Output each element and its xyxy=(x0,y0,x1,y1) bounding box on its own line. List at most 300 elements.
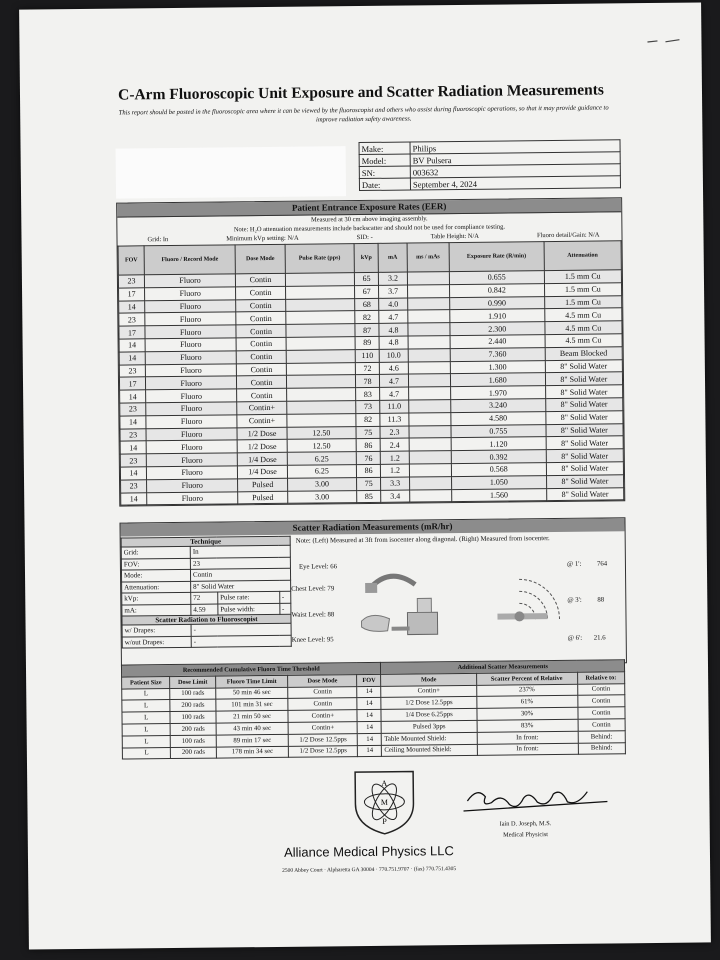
eer-cell: 86 xyxy=(356,439,381,452)
additional-column-header: Relative to: xyxy=(577,672,625,684)
eer-cell xyxy=(408,425,450,438)
eer-column-header: ms / mAs xyxy=(407,243,450,272)
additional-cell: 83% xyxy=(477,719,578,732)
eer-cell: 72 xyxy=(355,362,380,375)
eer-cell: Fluoro xyxy=(146,440,237,454)
at-6ft-label: @ 6': xyxy=(567,634,583,642)
threshold-cell: Contin xyxy=(288,686,357,699)
eer-cell: 17 xyxy=(119,377,145,390)
eer-cell xyxy=(408,348,450,361)
additional-column-header: Scatter Percent of Relative xyxy=(476,672,577,685)
additional-cell: 61% xyxy=(476,696,577,709)
eer-sid: SID: - xyxy=(356,233,373,242)
to-fluoroscopist-label: Scatter Radiation to Fluoroscopist xyxy=(122,614,291,625)
attenuation-label: Attenuation: xyxy=(122,581,191,593)
eer-cell: 3.3 xyxy=(381,477,409,490)
eer-cell: 8" Solid Water xyxy=(546,449,623,463)
eer-cell: Contin xyxy=(236,325,286,338)
eer-cell: 4.8 xyxy=(379,323,407,336)
eer-cell: Contin+ xyxy=(237,401,287,414)
report-title: C-Arm Fluoroscopic Unit Exposure and Scatter Radiation Measurements xyxy=(118,81,604,104)
pulse-rate-label: Pulse rate: xyxy=(217,591,279,603)
chest-level: Chest Level: 79 xyxy=(291,585,335,593)
eer-cell: 12.50 xyxy=(287,439,356,453)
additional-cell: 237% xyxy=(476,684,577,697)
fov-label: FOV: xyxy=(121,558,190,570)
eer-cell: 7.360 xyxy=(450,347,545,361)
eer-cell: 1.970 xyxy=(450,386,545,400)
threshold-cell: 21 min 50 sec xyxy=(216,711,289,724)
eer-column-header: Fluoro / Record Mode xyxy=(144,245,235,275)
eer-cell: 1.680 xyxy=(450,373,545,387)
logo-letter-p: P xyxy=(382,816,387,826)
fov-value: 23 xyxy=(190,557,290,570)
eer-cell: 85 xyxy=(356,490,381,503)
eer-cell: Contin+ xyxy=(237,414,287,427)
eer-column-header: Exposure Rate (R/min) xyxy=(449,242,544,272)
isocenter-diagram-icon xyxy=(489,571,570,632)
eer-cell: Fluoro xyxy=(146,453,237,467)
threshold-cell: L xyxy=(122,747,170,759)
eer-cell: Fluoro xyxy=(145,325,236,339)
eer-cell: Fluoro xyxy=(147,479,238,493)
at-1ft-value: 764 xyxy=(596,560,608,568)
eer-cell: Fluoro xyxy=(145,312,236,326)
threshold-cell: 14 xyxy=(357,710,381,722)
make-value: Philips xyxy=(410,140,620,154)
eer-column-header: FOV xyxy=(118,246,144,275)
pulse-width-value: - xyxy=(279,603,291,615)
eer-cell: 8" Solid Water xyxy=(546,423,623,437)
grid-label: Grid: xyxy=(121,546,190,558)
eer-cell: 86 xyxy=(356,464,381,477)
eer-cell: 0.755 xyxy=(451,424,546,438)
eer-cell: 4.7 xyxy=(380,374,408,387)
threshold-cell: L xyxy=(122,724,170,736)
scatter-header: Scatter Radiation Measurements (mR/hr) xyxy=(120,518,624,536)
eer-cell: 4.0 xyxy=(379,298,407,311)
threshold-cell: 100 rads xyxy=(170,688,216,700)
waist-level: Waist Level: 88 xyxy=(291,611,335,619)
eer-column-header: Pulse Rate (pps) xyxy=(285,244,354,274)
eer-cell: 23 xyxy=(119,364,145,377)
threshold-header: Recommended Cumulative Fluoro Time Threshold xyxy=(121,662,381,677)
additional-cell: Contin+ xyxy=(381,685,476,698)
eer-cell: Fluoro xyxy=(146,466,237,480)
threshold-cell: 14 xyxy=(358,745,382,757)
threshold-column-header: Dose Limit xyxy=(170,676,216,688)
eer-cell xyxy=(408,387,450,400)
eer-cell xyxy=(286,311,355,325)
eer-cell: 3.00 xyxy=(288,490,357,504)
eer-cell: Contin xyxy=(236,312,286,325)
eer-cell: 83 xyxy=(355,388,380,401)
eer-cell: 6.25 xyxy=(287,465,356,479)
eer-note-2: Note: H₂O attenuation measurements include backscatter and should not be used for compliance testing. xyxy=(233,223,506,234)
eer-cell: Contin xyxy=(236,299,286,312)
unit-info-table xyxy=(359,139,621,191)
footer xyxy=(28,840,710,876)
pulse-rate-value: - xyxy=(279,591,291,603)
eer-cell xyxy=(286,298,355,312)
eer-cell xyxy=(285,273,354,287)
model-label: Model: xyxy=(359,154,410,167)
eer-cell: 23 xyxy=(118,275,144,288)
additional-cell: Contin xyxy=(578,707,626,719)
threshold-column-header: Fluoro Time Limit xyxy=(215,675,288,688)
eer-cell xyxy=(286,388,355,402)
eer-cell: 4.7 xyxy=(380,387,408,400)
additional-cell: 30% xyxy=(477,707,578,720)
eer-grid: Grid: In xyxy=(147,236,169,244)
sn-value: 003632 xyxy=(410,164,620,178)
eer-cell: 75 xyxy=(356,426,381,439)
eer-fluoro-detail: Fluoro detail/Gain: N/A xyxy=(536,231,600,240)
eer-cell: 14 xyxy=(119,300,145,313)
eer-cell: 23 xyxy=(119,313,145,326)
wo-drapes-value: - xyxy=(191,635,291,648)
eer-cell: Contin xyxy=(236,286,286,299)
eer-cell: 14 xyxy=(120,441,146,454)
threshold-cell: 50 min 46 sec xyxy=(216,687,289,700)
eer-cell: 2.3 xyxy=(380,426,408,439)
eer-cell: 73 xyxy=(356,400,381,413)
signer-name: Iain D. Joseph, M.S. xyxy=(499,820,552,828)
eer-note-1: Measured at 30 cm above imaging assembly. xyxy=(310,215,428,224)
threshold-column-header: Patient Size xyxy=(122,676,170,688)
eer-cell: 89 xyxy=(355,336,380,349)
eer-cell: Fluoro xyxy=(146,402,237,416)
at-3ft-value: 88 xyxy=(597,596,605,604)
eer-cell xyxy=(408,412,450,425)
eer-cell xyxy=(286,349,355,363)
eer-cell xyxy=(408,374,450,387)
grid-value: In xyxy=(190,545,290,558)
threshold-cell: 14 xyxy=(357,721,381,733)
eye-level: Eye Level: 66 xyxy=(298,563,338,571)
eer-cell xyxy=(409,451,451,464)
eer-cell: 4.5 mm Cu xyxy=(544,308,621,322)
report-subtitle: This report should be posted in the fluoroscopic area where it can be viewed by the fluoroscopist and others who assist during fluoroscopic operations, so that it may provide guidance to improve radiation safety awareness. xyxy=(118,104,609,124)
eer-column-header: Attenuation xyxy=(544,241,622,271)
at-3ft-label: @ 3': xyxy=(567,596,582,604)
kvp-label: kVp: xyxy=(122,592,191,604)
threshold-cell: Contin+ xyxy=(288,722,357,735)
eer-cell: 14 xyxy=(120,416,146,429)
eer-cell: 2.440 xyxy=(450,335,545,349)
make-label: Make: xyxy=(359,142,410,155)
model-value: BV Pulsera xyxy=(410,152,620,166)
eer-cell: Fluoro xyxy=(145,287,236,301)
eer-cell: 1.2 xyxy=(381,464,409,477)
eer-cell: 3.7 xyxy=(379,285,407,298)
eer-cell: Fluoro xyxy=(147,491,238,505)
technique-label: Technique xyxy=(121,536,290,547)
eer-cell: 6.25 xyxy=(287,452,356,466)
threshold-cell: 14 xyxy=(357,686,381,698)
signer-title: Medical Physicist xyxy=(503,831,549,839)
technique-table xyxy=(121,536,292,649)
eer-cell: 1/2 Dose xyxy=(237,427,287,440)
eer-cell: Contin xyxy=(236,273,286,286)
eer-cell: 82 xyxy=(356,413,381,426)
attenuation-value: 8" Solid Water xyxy=(191,580,291,593)
eer-cell: 0.655 xyxy=(449,271,544,285)
eer-cell: 1.910 xyxy=(450,309,545,323)
eer-cell: 3.00 xyxy=(287,477,356,491)
eer-cell xyxy=(409,476,451,489)
pulse-width-label: Pulse width: xyxy=(218,603,280,615)
logo-letter-a: A xyxy=(381,778,388,788)
eer-cell: 4.8 xyxy=(380,336,408,349)
additional-column-header: Mode xyxy=(381,673,476,686)
eer-cell xyxy=(408,400,450,413)
threshold-cell: 43 min 40 sec xyxy=(216,722,289,735)
eer-cell: 4.7 xyxy=(379,310,407,323)
logo-letter-m: M xyxy=(380,797,389,807)
eer-cell: Fluoro xyxy=(146,376,237,390)
eer-min-kvp: Minimum kVp setting: N/A xyxy=(226,234,299,243)
ma-value: 4.59 xyxy=(191,604,218,616)
eer-cell: 8" Solid Water xyxy=(546,487,623,501)
eer-cell: 14 xyxy=(120,467,146,480)
eer-cell: Fluoro xyxy=(146,415,237,429)
eer-cell: 23 xyxy=(120,428,146,441)
eer-cell: 110 xyxy=(355,349,380,362)
eer-table-height: Table Height: N/A xyxy=(430,232,480,241)
eer-cell: 11.0 xyxy=(380,400,408,413)
threshold-cell: 101 min 31 sec xyxy=(216,699,289,712)
eer-cell: 14 xyxy=(119,352,145,365)
ma-label: mA: xyxy=(122,604,191,616)
eer-cell: 1.560 xyxy=(451,488,546,502)
eer-cell: 0.568 xyxy=(451,463,546,477)
threshold-cell: 14 xyxy=(358,733,382,745)
eer-cell: 0.392 xyxy=(451,450,546,464)
eer-cell: 10.0 xyxy=(380,349,408,362)
eer-cell: Pulsed xyxy=(238,491,288,504)
eer-cell: 14 xyxy=(120,390,146,403)
eer-cell: Beam Blocked xyxy=(545,347,622,361)
eer-cell: 1/2 Dose xyxy=(237,440,287,453)
amp-logo xyxy=(353,769,416,836)
additional-header: Additional Scatter Measurements xyxy=(381,660,625,674)
eer-cell: 12.50 xyxy=(287,426,356,440)
eer-cell xyxy=(286,362,355,376)
eer-cell: Fluoro xyxy=(145,351,236,365)
eer-cell xyxy=(286,337,355,351)
eer-cell: 1.300 xyxy=(450,360,545,374)
at-6ft-value: 21.6 xyxy=(593,634,606,642)
threshold-cell: Contin+ xyxy=(288,710,357,723)
eer-cell: 8" Solid Water xyxy=(545,398,622,412)
threshold-column-header: Dose Mode xyxy=(288,674,357,687)
scatter-note: Note: (Left) Measured at 3ft from isocenter along diagonal. (Right) Measured from isocenter. xyxy=(295,535,550,545)
sn-label: SN: xyxy=(359,166,410,179)
eer-cell: 75 xyxy=(356,477,381,490)
eer-cell: 4.6 xyxy=(380,362,408,375)
additional-cell: Pulsed 3pps xyxy=(382,720,477,733)
c-arm-illustration-icon xyxy=(351,568,442,645)
eer-cell: 23 xyxy=(120,454,146,467)
eer-cell: 1.2 xyxy=(381,451,409,464)
eer-cell: 3.240 xyxy=(451,399,546,413)
eer-cell xyxy=(287,401,356,415)
eer-cell xyxy=(409,464,451,477)
eer-cell xyxy=(408,336,450,349)
scatter-section xyxy=(119,517,627,668)
eer-cell: Pulsed xyxy=(238,478,288,491)
threshold-cell: 178 min 34 sec xyxy=(216,746,289,759)
additional-cell: Contin xyxy=(578,719,626,731)
w-drapes-value: - xyxy=(191,623,291,636)
eer-cell: 23 xyxy=(120,403,146,416)
eer-cell: 1/4 Dose xyxy=(237,452,287,465)
eer-cell: Fluoro xyxy=(145,299,236,313)
kvp-value: 72 xyxy=(191,592,218,604)
date-value: September 4, 2024 xyxy=(410,176,620,190)
eer-cell: 65 xyxy=(354,272,379,285)
eer-cell xyxy=(286,375,355,389)
threshold-cell: 1/2 Dose 12.5pps xyxy=(289,733,358,746)
eer-cell: 4.5 mm Cu xyxy=(545,321,622,335)
threshold-cell: L xyxy=(122,712,170,724)
at-1ft-label: @ 1': xyxy=(566,560,582,568)
wo-drapes-label: w/out Drapes: xyxy=(122,636,191,648)
report-sheet xyxy=(19,2,711,949)
threshold-and-additional-table xyxy=(121,659,626,760)
eer-cell: 23 xyxy=(121,480,147,493)
threshold-cell: 100 rads xyxy=(170,711,216,723)
eer-cell: 14 xyxy=(121,492,147,505)
threshold-column-header: FOV xyxy=(357,674,381,686)
pen-mark-scribble xyxy=(645,37,685,45)
eer-cell: 82 xyxy=(355,311,380,324)
eer-cell: 8" Solid Water xyxy=(546,475,623,489)
eer-cell: 17 xyxy=(119,326,145,339)
eer-cell: 1.5 mm Cu xyxy=(544,283,621,297)
eer-cell: Fluoro xyxy=(146,427,237,441)
eer-column-header: kVp xyxy=(354,243,379,272)
eer-cell: 2.300 xyxy=(450,322,545,336)
eer-cell: 2.4 xyxy=(381,438,409,451)
threshold-cell: 14 xyxy=(357,698,381,710)
additional-cell: Table Mounted Shield: xyxy=(382,732,477,745)
redacted-facility-block xyxy=(116,146,347,198)
knee-level: Knee Level: 95 xyxy=(291,636,334,644)
eer-cell: 3.2 xyxy=(379,272,407,285)
threshold-cell: 89 min 17 sec xyxy=(216,734,289,747)
eer-cell xyxy=(409,438,451,451)
threshold-cell: L xyxy=(122,700,170,712)
additional-cell: Behind: xyxy=(578,731,626,743)
eer-cell: 11.3 xyxy=(380,413,408,426)
eer-cell: 87 xyxy=(355,324,380,337)
eer-cell: 8" Solid Water xyxy=(546,462,623,476)
eer-cell: Contin xyxy=(236,337,286,350)
eer-cell: 3.4 xyxy=(381,490,409,503)
threshold-cell: L xyxy=(122,688,170,700)
eer-cell: Contin xyxy=(237,388,287,401)
threshold-cell: 200 rads xyxy=(170,699,216,711)
eer-cell: Fluoro xyxy=(145,363,236,377)
eer-cell: 14 xyxy=(119,339,145,352)
eer-cell: 4.580 xyxy=(451,411,546,425)
mode-label: Mode: xyxy=(121,569,190,581)
eer-cell xyxy=(408,361,450,374)
eer-cell xyxy=(407,272,449,285)
eer-cell xyxy=(407,297,449,310)
signature xyxy=(457,781,617,819)
eer-cell: 1.120 xyxy=(451,437,546,451)
eer-cell xyxy=(286,324,355,338)
eer-cell: Fluoro xyxy=(146,389,237,403)
w-drapes-label: w/ Drapes: xyxy=(122,624,191,636)
eer-cell: 8" Solid Water xyxy=(546,436,623,450)
eer-cell: 0.842 xyxy=(449,283,544,297)
eer-cell xyxy=(287,413,356,427)
eer-cell: 8" Solid Water xyxy=(545,372,622,386)
threshold-cell: L xyxy=(122,735,170,747)
eer-cell: 67 xyxy=(354,285,379,298)
eer-cell: 8" Solid Water xyxy=(545,385,622,399)
eer-cell: 78 xyxy=(355,375,380,388)
eer-cell: 76 xyxy=(356,451,381,464)
eer-table xyxy=(118,240,625,506)
eer-cell: 4.5 mm Cu xyxy=(545,334,622,348)
additional-cell: In front: xyxy=(477,743,578,756)
eer-cell xyxy=(407,310,449,323)
eer-cell xyxy=(407,284,449,297)
threshold-cell: 100 rads xyxy=(171,735,217,747)
eer-cell: 68 xyxy=(354,298,379,311)
eer-cell: Contin xyxy=(237,363,287,376)
eer-cell: Contin xyxy=(237,376,287,389)
additional-cell: Behind: xyxy=(578,742,626,754)
eer-cell: 1.050 xyxy=(451,475,546,489)
threshold-cell: 200 rads xyxy=(170,723,216,735)
threshold-cell: 1/2 Dose 12.5pps xyxy=(289,745,358,758)
eer-header: Patient Entrance Exposure Rates (EER) xyxy=(117,198,621,217)
company-address: 2500 Abbey Court · Alpharetta GA 30004 · 770.751.9707 · (fax) 770.751.4305 xyxy=(282,866,457,874)
eer-cell: 17 xyxy=(119,288,145,301)
eer-cell xyxy=(409,489,451,502)
eer-column-header: Dose Mode xyxy=(235,244,285,274)
additional-cell: Contin xyxy=(577,695,625,707)
eer-cell: Fluoro xyxy=(144,274,235,288)
signer-block xyxy=(500,818,552,841)
company-name: Alliance Medical Physics LLC xyxy=(283,843,454,860)
eer-column-header: mA xyxy=(379,243,407,272)
eer-cell: 1/4 Dose xyxy=(238,465,288,478)
eer-cell: 1.5 mm Cu xyxy=(544,270,621,284)
additional-cell: 1/2 Dose 12.5pps xyxy=(381,697,476,710)
eer-cell: Fluoro xyxy=(145,338,236,352)
date-label: Date: xyxy=(359,178,410,191)
mode-value: Contin xyxy=(190,568,290,581)
additional-cell: Contin xyxy=(577,683,625,695)
additional-cell: In front: xyxy=(477,731,578,744)
eer-cell xyxy=(407,323,449,336)
eer-cell: 0.990 xyxy=(449,296,544,310)
additional-cell: Ceiling Mounted Shield: xyxy=(382,744,477,757)
threshold-cell: 200 rads xyxy=(171,747,217,759)
eer-section xyxy=(116,197,625,507)
eer-cell xyxy=(285,285,354,299)
eer-cell: 8" Solid Water xyxy=(546,411,623,425)
eer-cell: 8" Solid Water xyxy=(545,359,622,373)
additional-cell: 1/4 Dose 6.25pps xyxy=(381,709,476,722)
